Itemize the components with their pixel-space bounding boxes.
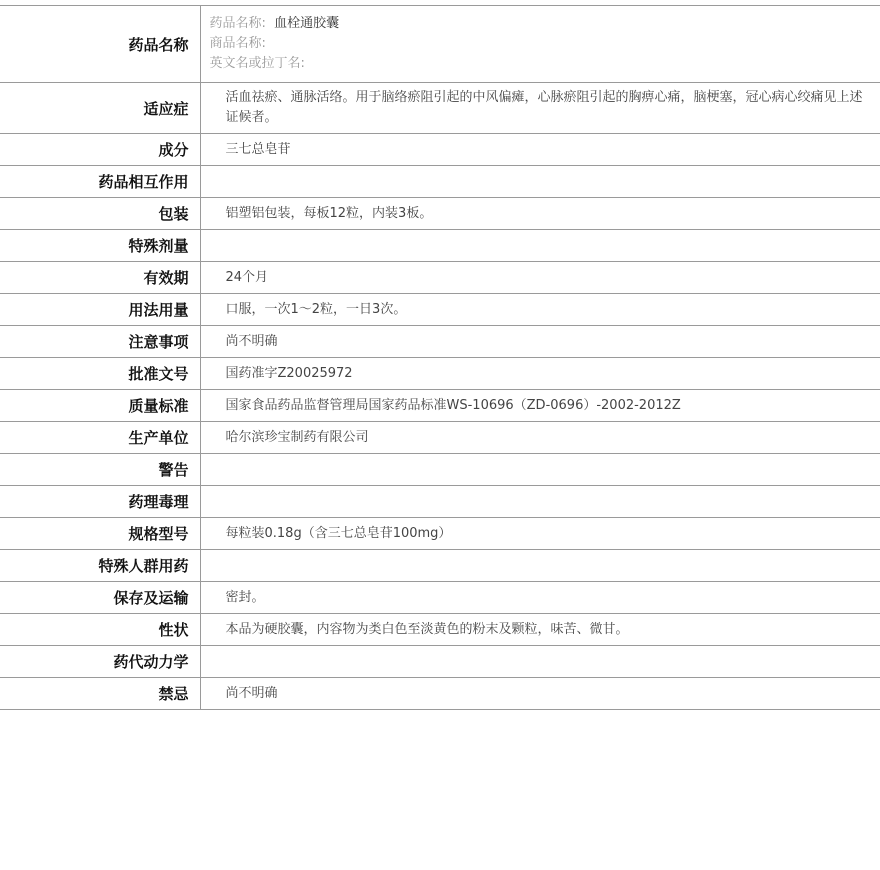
- row-value: [200, 166, 880, 198]
- row-value: 本品为硬胶囊，内容物为类白色至淡黄色的粉末及颗粒，味苦、微甘。: [200, 614, 880, 646]
- row-value: 铝塑铝包装，每板12粒，内装3板。: [200, 198, 880, 230]
- table-row-pharmacokinetics: [0, 646, 880, 678]
- generic-name-value: 血栓通胶囊: [274, 16, 340, 31]
- row-label: 有效期: [0, 262, 200, 294]
- row-label: 药品相互作用: [0, 166, 200, 198]
- row-value: [200, 550, 880, 582]
- table-row-quality-standard: [0, 390, 880, 422]
- table-row-special-populations: [0, 550, 880, 582]
- english-name-label: 英文名或拉丁名:: [209, 56, 305, 71]
- row-value: 24个月: [200, 262, 880, 294]
- table-row-drug-name: [0, 6, 880, 83]
- row-label: 特殊人群用药: [0, 550, 200, 582]
- table-row-shelf-life: [0, 262, 880, 294]
- row-value: 尚不明确: [200, 326, 880, 358]
- generic-name-line: [210, 14, 871, 34]
- table-row-special-dosage: [0, 230, 880, 262]
- row-label: 质量标准: [0, 390, 200, 422]
- table-row-contraindications: [0, 678, 880, 710]
- table-row-manufacturer: [0, 422, 880, 454]
- row-value: 国药准字Z20025972: [200, 358, 880, 390]
- row-value: 口服，一次1～2粒，一日3次。: [200, 294, 880, 326]
- row-label: 用法用量: [0, 294, 200, 326]
- row-label: 规格型号: [0, 518, 200, 550]
- row-label: 包装: [0, 198, 200, 230]
- row-label: 适应症: [0, 83, 200, 134]
- row-label: 批准文号: [0, 358, 200, 390]
- row-label: 警告: [0, 454, 200, 486]
- generic-name-label: 药品名称:: [209, 16, 266, 31]
- table-row-precautions: [0, 326, 880, 358]
- row-label: 药理毒理: [0, 486, 200, 518]
- trade-name-label: 商品名称:: [209, 36, 266, 51]
- row-value: [200, 486, 880, 518]
- row-label: 保存及运输: [0, 582, 200, 614]
- row-value: 三七总皂苷: [200, 134, 880, 166]
- table-row-warning: [0, 454, 880, 486]
- table-row-packaging: [0, 198, 880, 230]
- table-row-pharmacology: [0, 486, 880, 518]
- row-label: 注意事项: [0, 326, 200, 358]
- row-value: 密封。: [200, 582, 880, 614]
- row-value: [200, 454, 880, 486]
- row-label: 性状: [0, 614, 200, 646]
- table-row-approval-number: [0, 358, 880, 390]
- english-name-line: [210, 54, 871, 74]
- row-label: 药品名称: [0, 6, 200, 83]
- row-value: 每粒装0.18g（含三七总皂苷100mg）: [200, 518, 880, 550]
- row-value: [200, 230, 880, 262]
- row-value: 哈尔滨珍宝制药有限公司: [200, 422, 880, 454]
- drug-info-table: [0, 5, 880, 710]
- row-label: 成分: [0, 134, 200, 166]
- row-value: 尚不明确: [200, 678, 880, 710]
- table-row-specification: [0, 518, 880, 550]
- table-row-indications: [0, 83, 880, 134]
- table-row-interactions: [0, 166, 880, 198]
- row-value: 国家食品药品监督管理局国家药品标准WS-10696（ZD-0696）-2002-2012Z: [200, 390, 880, 422]
- row-label: 生产单位: [0, 422, 200, 454]
- row-value: [200, 646, 880, 678]
- table-row-ingredients: [0, 134, 880, 166]
- table-row-description: [0, 614, 880, 646]
- trade-name-line: [210, 34, 871, 54]
- drug-name-cell: [200, 6, 880, 83]
- row-label: 药代动力学: [0, 646, 200, 678]
- row-label: 禁忌: [0, 678, 200, 710]
- table-row-storage: [0, 582, 880, 614]
- row-value: 活血祛瘀、通脉活络。用于脑络瘀阻引起的中风偏瘫，心脉瘀阻引起的胸痹心痛，脑梗塞，冠心病心绞痛见上述证候者。: [200, 83, 880, 134]
- row-label: 特殊剂量: [0, 230, 200, 262]
- table-row-dosage: [0, 294, 880, 326]
